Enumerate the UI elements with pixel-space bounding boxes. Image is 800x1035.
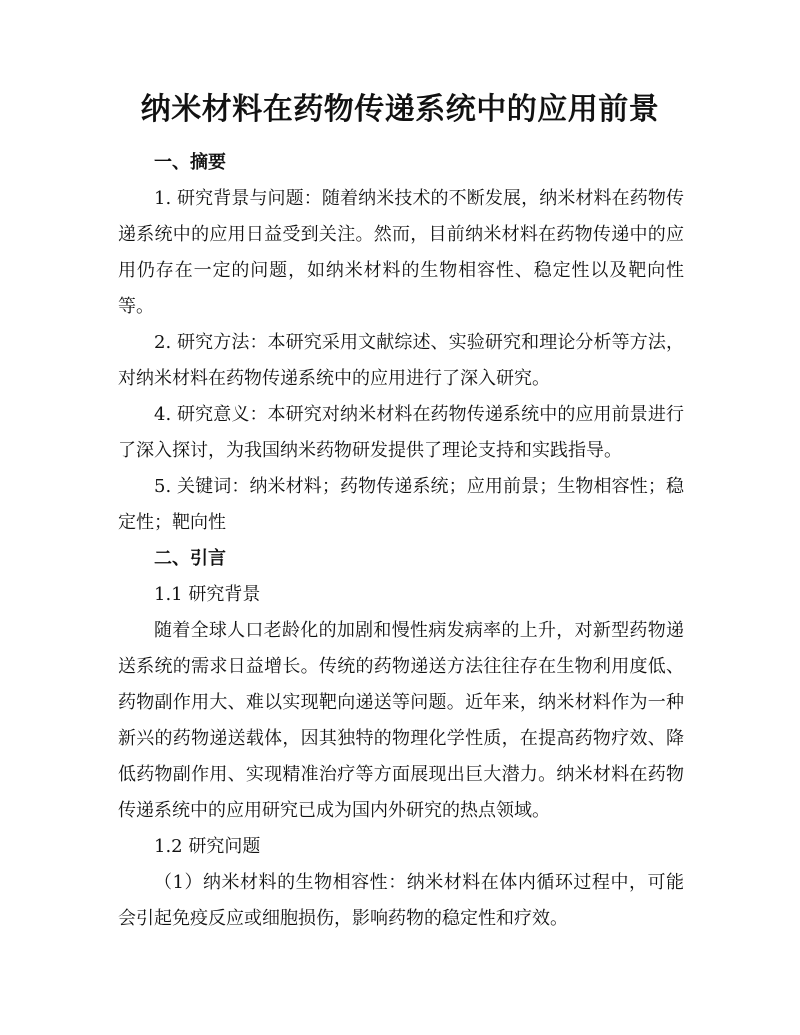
- abstract-item-5: 5. 关键词：纳米材料；药物传递系统；应用前景；生物相容性；稳定性；靶向性: [118, 476, 684, 533]
- paragraph-research-background: 随着全球人口老龄化的加剧和慢性病发病率的上升，对新型药物递送系统的需求日益增长。传统的药物递送方法往往存在生物利用度低、药物副作用大、难以实现靶向递送等问题。近年来，纳米材料作为一种新兴的药物递送载体，因其独特的物理化学性质，在提高药物疗效、降低药物副作用、实现精准治疗等方面展现出巨大潜力。纳米材料在药物传递系统中的应用研究已成为国内外研究的热点领域。: [118, 620, 684, 821]
- paragraph-research-question-1: （1）纳米材料的生物相容性：纳米材料在体内循环过程中，可能会引起免疫反应或细胞损伤，影响药物的稳定性和疗效。: [118, 872, 684, 929]
- document-title: 纳米材料在药物传递系统中的应用前景: [140, 92, 660, 127]
- section-heading-abstract: 一、摘要: [154, 152, 226, 173]
- subsection-heading-1-2: 1.2 研究问题: [154, 836, 261, 857]
- document-body: [118, 145, 684, 937]
- section-heading-introduction: 二、引言: [154, 548, 226, 569]
- abstract-item-2: 2. 研究方法：本研究采用文献综述、实验研究和理论分析等方法，对纳米材料在药物传递系统中的应用进行了深入研究。: [118, 332, 684, 389]
- subsection-heading-1-1: 1.1 研究背景: [154, 584, 261, 605]
- abstract-item-1: 1. 研究背景与问题：随着纳米技术的不断发展，纳米材料在药物传递系统中的应用日益受到关注。然而，目前纳米材料在药物传递中的应用仍存在一定的问题，如纳米材料的生物相容性、稳定性以及靶向性等。: [118, 188, 684, 317]
- abstract-item-4: 4. 研究意义：本研究对纳米材料在药物传递系统中的应用前景进行了深入探讨，为我国纳米药物研发提供了理论支持和实践指导。: [118, 404, 684, 461]
